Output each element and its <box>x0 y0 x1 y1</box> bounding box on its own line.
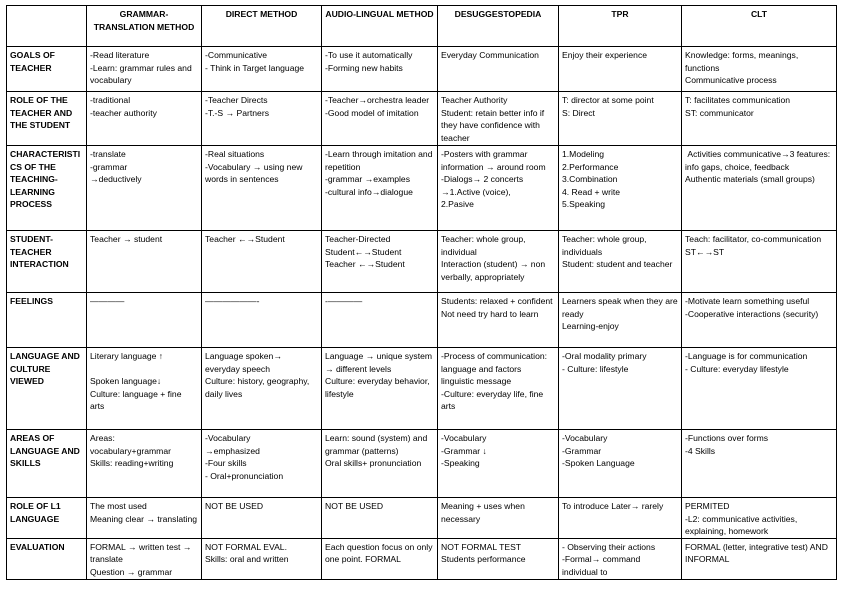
row-header: GOALS OF TEACHER <box>7 47 87 92</box>
table-row <box>7 293 837 348</box>
cell-line: Knowledge: forms, meanings, functions <box>685 50 801 73</box>
table-cell <box>87 146 202 231</box>
header-tpr: TPR <box>559 6 682 47</box>
cell-line: Students performance <box>441 554 526 565</box>
table-cell <box>322 231 438 293</box>
table-cell <box>682 47 837 92</box>
corner-cell <box>7 6 87 47</box>
cell-line: -teacher authority <box>90 107 157 118</box>
cell-line: →1.Active (voice), <box>441 186 511 197</box>
cell-line: Authentic materials (small groups) <box>685 174 815 185</box>
cell-line: -Real situations <box>205 149 265 159</box>
table-cell <box>322 498 438 539</box>
table-cell <box>438 47 559 92</box>
cell-line: -Culture: everyday life, fine arts <box>441 388 546 412</box>
table-cell <box>202 146 322 231</box>
table-cell <box>559 47 682 92</box>
table-cell <box>559 538 682 579</box>
table-cell <box>202 538 322 579</box>
row-header: ROLE OF THE TEACHER AND THE STUDENT <box>7 92 87 146</box>
cell-line: Learning-enjoy <box>562 321 619 332</box>
cell-line: -Communicative <box>205 50 268 60</box>
cell-line: -Vocabulary <box>441 433 487 443</box>
table-cell <box>202 430 322 498</box>
table-cell <box>682 538 837 579</box>
table-cell <box>322 92 438 146</box>
cell-line: - Oral+pronunciation <box>205 470 284 481</box>
cell-line: →emphasized <box>205 445 260 456</box>
cell-line: 2.Performance <box>562 161 619 172</box>
cell-line: Culture: language + fine arts <box>90 388 184 412</box>
table-cell <box>559 293 682 348</box>
table-cell <box>559 498 682 539</box>
table-cell <box>322 538 438 579</box>
table-cell <box>202 348 322 430</box>
table-row <box>7 348 837 430</box>
cell-line: NOT BE USED <box>205 501 264 511</box>
cell-line: 5.Speaking <box>562 199 606 210</box>
cell-line: Teach: facilitator, co-communication <box>685 234 822 244</box>
cell-line: Learn: sound (system) and grammar (patterns) <box>325 433 430 456</box>
cell-line: →deductively <box>90 174 142 185</box>
cell-line: -Motivate learn something useful <box>685 296 810 306</box>
cell-line: -Speaking <box>441 458 480 469</box>
table-row <box>7 430 837 498</box>
cell-line: NOT BE USED <box>325 501 384 511</box>
table-cell <box>682 231 837 293</box>
table-cell <box>682 92 837 146</box>
cell-line: Learners speak when they are ready <box>562 296 680 319</box>
table-row <box>7 538 837 579</box>
row-header: LANGUAGE AND CULTURE VIEWED <box>7 348 87 430</box>
header-grammar-translation: GRAMMAR-TRANSLATION METHOD <box>87 6 202 47</box>
table-row <box>7 146 837 231</box>
cell-line: 2.Pasive <box>441 199 474 210</box>
cell-line: -cultural info→dialogue <box>325 186 413 197</box>
table-cell <box>559 92 682 146</box>
cell-line: Teacher Authority <box>441 95 508 105</box>
row-header: FEELINGS <box>7 293 87 348</box>
cell-line: Oral skills+ pronunciation <box>325 458 422 469</box>
cell-line: Meaning clear → translating <box>90 513 197 524</box>
table-cell <box>438 293 559 348</box>
cell-line: -grammar <box>90 161 128 172</box>
cell-line: - Think in Target language <box>205 62 305 73</box>
cell-line: -traditional <box>90 95 131 105</box>
cell-line: Student: retain better info if they have confidence with teacher <box>441 107 547 143</box>
table-cell <box>87 92 202 146</box>
cell-line: FORMAL → written test → translate <box>90 541 194 565</box>
cell-line: -Read literature <box>90 50 150 60</box>
cell-line <box>90 363 198 376</box>
table-cell <box>322 146 438 231</box>
table-cell <box>682 348 837 430</box>
table-cell <box>559 430 682 498</box>
cell-line: -Spoken Language <box>562 458 635 469</box>
cell-line: -Vocabulary <box>205 433 251 443</box>
cell-line: Teacher → student <box>90 234 163 244</box>
cell-line: 1.Modeling <box>562 149 605 159</box>
row-header: AREAS OF LANGUAGE AND SKILLS <box>7 430 87 498</box>
cell-line: ST←→ST <box>685 246 725 257</box>
cell-line: To introduce Later→ rarely <box>562 501 664 511</box>
cell-line: Areas: vocabulary+grammar <box>90 433 171 456</box>
cell-line: - Culture: everyday lifestyle <box>685 363 789 374</box>
cell-line: -Cooperative interactions (security) <box>685 308 819 319</box>
cell-line: Enjoy their experience <box>562 50 648 60</box>
table-cell <box>438 231 559 293</box>
table-cell <box>438 430 559 498</box>
cell-line: Communicative process <box>685 75 777 86</box>
table-row <box>7 498 837 539</box>
cell-line: -4 Skills <box>685 445 716 456</box>
table-row <box>7 92 837 146</box>
header-clt: CLT <box>682 6 837 47</box>
cell-line: Student: student and teacher <box>562 259 673 270</box>
cell-line: -translate <box>90 149 126 159</box>
cell-line: -Learn through imitation and repetition <box>325 149 435 172</box>
cell-line: 3.Combination <box>562 174 618 185</box>
table-cell <box>202 92 322 146</box>
cell-line: T: facilitates communication <box>685 95 791 105</box>
table-cell <box>202 293 322 348</box>
cell-line: -Vocabulary <box>562 433 608 443</box>
table-cell <box>559 231 682 293</box>
cell-line: -Teacher→orchestra leader <box>325 95 430 105</box>
cell-line: Interaction (student) → non verbally, appropriately <box>441 259 548 282</box>
cell-line: -———— <box>325 296 363 306</box>
header-row <box>7 6 837 47</box>
table-cell <box>438 498 559 539</box>
header-desuggestopedia: DESUGGESTOPEDIA <box>438 6 559 47</box>
table-cell <box>682 430 837 498</box>
table-cell <box>438 146 559 231</box>
table-cell <box>438 92 559 146</box>
cell-line: Teacher ←→Student <box>205 234 285 244</box>
table-cell <box>202 498 322 539</box>
cell-line: ———— <box>90 296 125 306</box>
table-cell <box>87 348 202 430</box>
cell-line: ——————- <box>205 296 260 306</box>
table-cell <box>87 538 202 579</box>
cell-line: Teacher: whole group, individual <box>441 234 528 257</box>
cell-line: Language → unique system → different levels <box>325 351 435 374</box>
cell-line: Skills: oral and written <box>205 554 289 565</box>
cell-line: -Grammar <box>562 445 602 456</box>
cell-line: Skills: reading+writing <box>90 458 174 469</box>
cell-line: -Good model of imitation <box>325 107 419 118</box>
table-cell <box>322 293 438 348</box>
cell-line: ST: communicator <box>685 107 754 118</box>
row-header: EVALUATION <box>7 538 87 579</box>
table-cell <box>322 47 438 92</box>
cell-line: -Vocabulary → using new words in sentences <box>205 161 305 185</box>
row-header: ROLE OF L1 LANGUAGE <box>7 498 87 539</box>
cell-line: -Functions over forms <box>685 433 769 443</box>
table-cell <box>438 348 559 430</box>
cell-line: -Formal→ command individual to <box>562 554 643 577</box>
table-cell <box>202 47 322 92</box>
cell-line: -Learn: grammar rules and vocabulary <box>90 62 195 86</box>
cell-line: -grammar →examples <box>325 174 411 185</box>
cell-line: -Language is for communication <box>685 351 808 361</box>
table-cell <box>682 498 837 539</box>
cell-line: NOT FORMAL TEST <box>441 541 522 552</box>
table-cell <box>87 430 202 498</box>
cell-line: PERMITED <box>685 501 730 511</box>
table-cell <box>438 538 559 579</box>
table-cell <box>559 146 682 231</box>
header-audio-lingual: AUDIO-LINGUAL METHOD <box>322 6 438 47</box>
table-cell <box>682 293 837 348</box>
cell-line: Students: relaxed + confident <box>441 296 553 306</box>
cell-line: 4. Read + write <box>562 186 621 197</box>
methods-comparison-table <box>6 5 837 580</box>
table-cell <box>87 498 202 539</box>
cell-line: -L2: communicative activities, explaining, homework <box>685 513 800 537</box>
table-cell <box>87 231 202 293</box>
table-cell <box>322 430 438 498</box>
cell-line: -Teacher Directs <box>205 95 268 105</box>
row-header: CHARACTERISTICS OF THE TEACHING-LEARNING PROCESS <box>7 146 87 231</box>
cell-line: FORMAL (letter, integrative test) AND INFORMAL <box>685 541 831 565</box>
cell-line: Meaning + uses when necessary <box>441 501 528 524</box>
cell-line: S: Direct <box>562 107 595 118</box>
cell-line: Everyday Communication <box>441 50 539 60</box>
table-row <box>7 231 837 293</box>
table-cell <box>682 146 837 231</box>
cell-line: The most used <box>90 501 147 511</box>
cell-line: Language spoken→ everyday speech <box>205 351 285 374</box>
table-cell <box>202 231 322 293</box>
cell-line: - Culture: lifestyle <box>562 363 629 374</box>
cell-line: Culture: everyday behavior, lifestyle <box>325 376 433 399</box>
cell-line: Activities communicative→3 features: info gaps, choice, feedback <box>685 149 833 172</box>
comparison-table-container <box>6 5 837 580</box>
cell-line: T: director at some point <box>562 95 654 105</box>
cell-line: -T.-S → Partners <box>205 107 269 118</box>
cell-line: -Dialogs→ 2 concerts <box>441 174 524 185</box>
cell-line: Culture: history, geography, daily lives <box>205 376 312 399</box>
cell-line: - Observing their actions <box>562 541 656 552</box>
cell-line: NOT FORMAL EVAL. <box>205 541 287 552</box>
cell-line: Question → grammar <box>90 566 173 577</box>
table-cell <box>87 293 202 348</box>
cell-line: Not need try hard to learn <box>441 308 539 319</box>
cell-line: -Process of communication: language and factors linguistic message <box>441 351 550 387</box>
cell-line: -Oral modality primary <box>562 351 647 361</box>
row-header: STUDENT-TEACHER INTERACTION <box>7 231 87 293</box>
cell-line: -Grammar ↓ <box>441 445 487 456</box>
cell-line: -Posters with grammar information → around room <box>441 149 546 172</box>
table-row <box>7 47 837 92</box>
table-cell <box>87 47 202 92</box>
cell-line: -To use it automatically <box>325 50 413 60</box>
cell-line: Each question focus on only one point. FORMAL <box>325 541 435 565</box>
header-direct-method: DIRECT METHOD <box>202 6 322 47</box>
table-cell <box>322 348 438 430</box>
cell-line: Spoken language↓ <box>90 376 162 387</box>
cell-line: Teacher: whole group, individuals <box>562 234 649 257</box>
cell-line: Teacher ←→Student <box>325 259 405 270</box>
cell-line: -Four skills <box>205 458 247 469</box>
cell-line: Student←→Student <box>325 246 402 257</box>
table-cell <box>559 348 682 430</box>
cell-line: -Forming new habits <box>325 62 403 73</box>
cell-line: Literary language ↑ <box>90 351 164 361</box>
cell-line: Teacher-Directed <box>325 234 391 244</box>
